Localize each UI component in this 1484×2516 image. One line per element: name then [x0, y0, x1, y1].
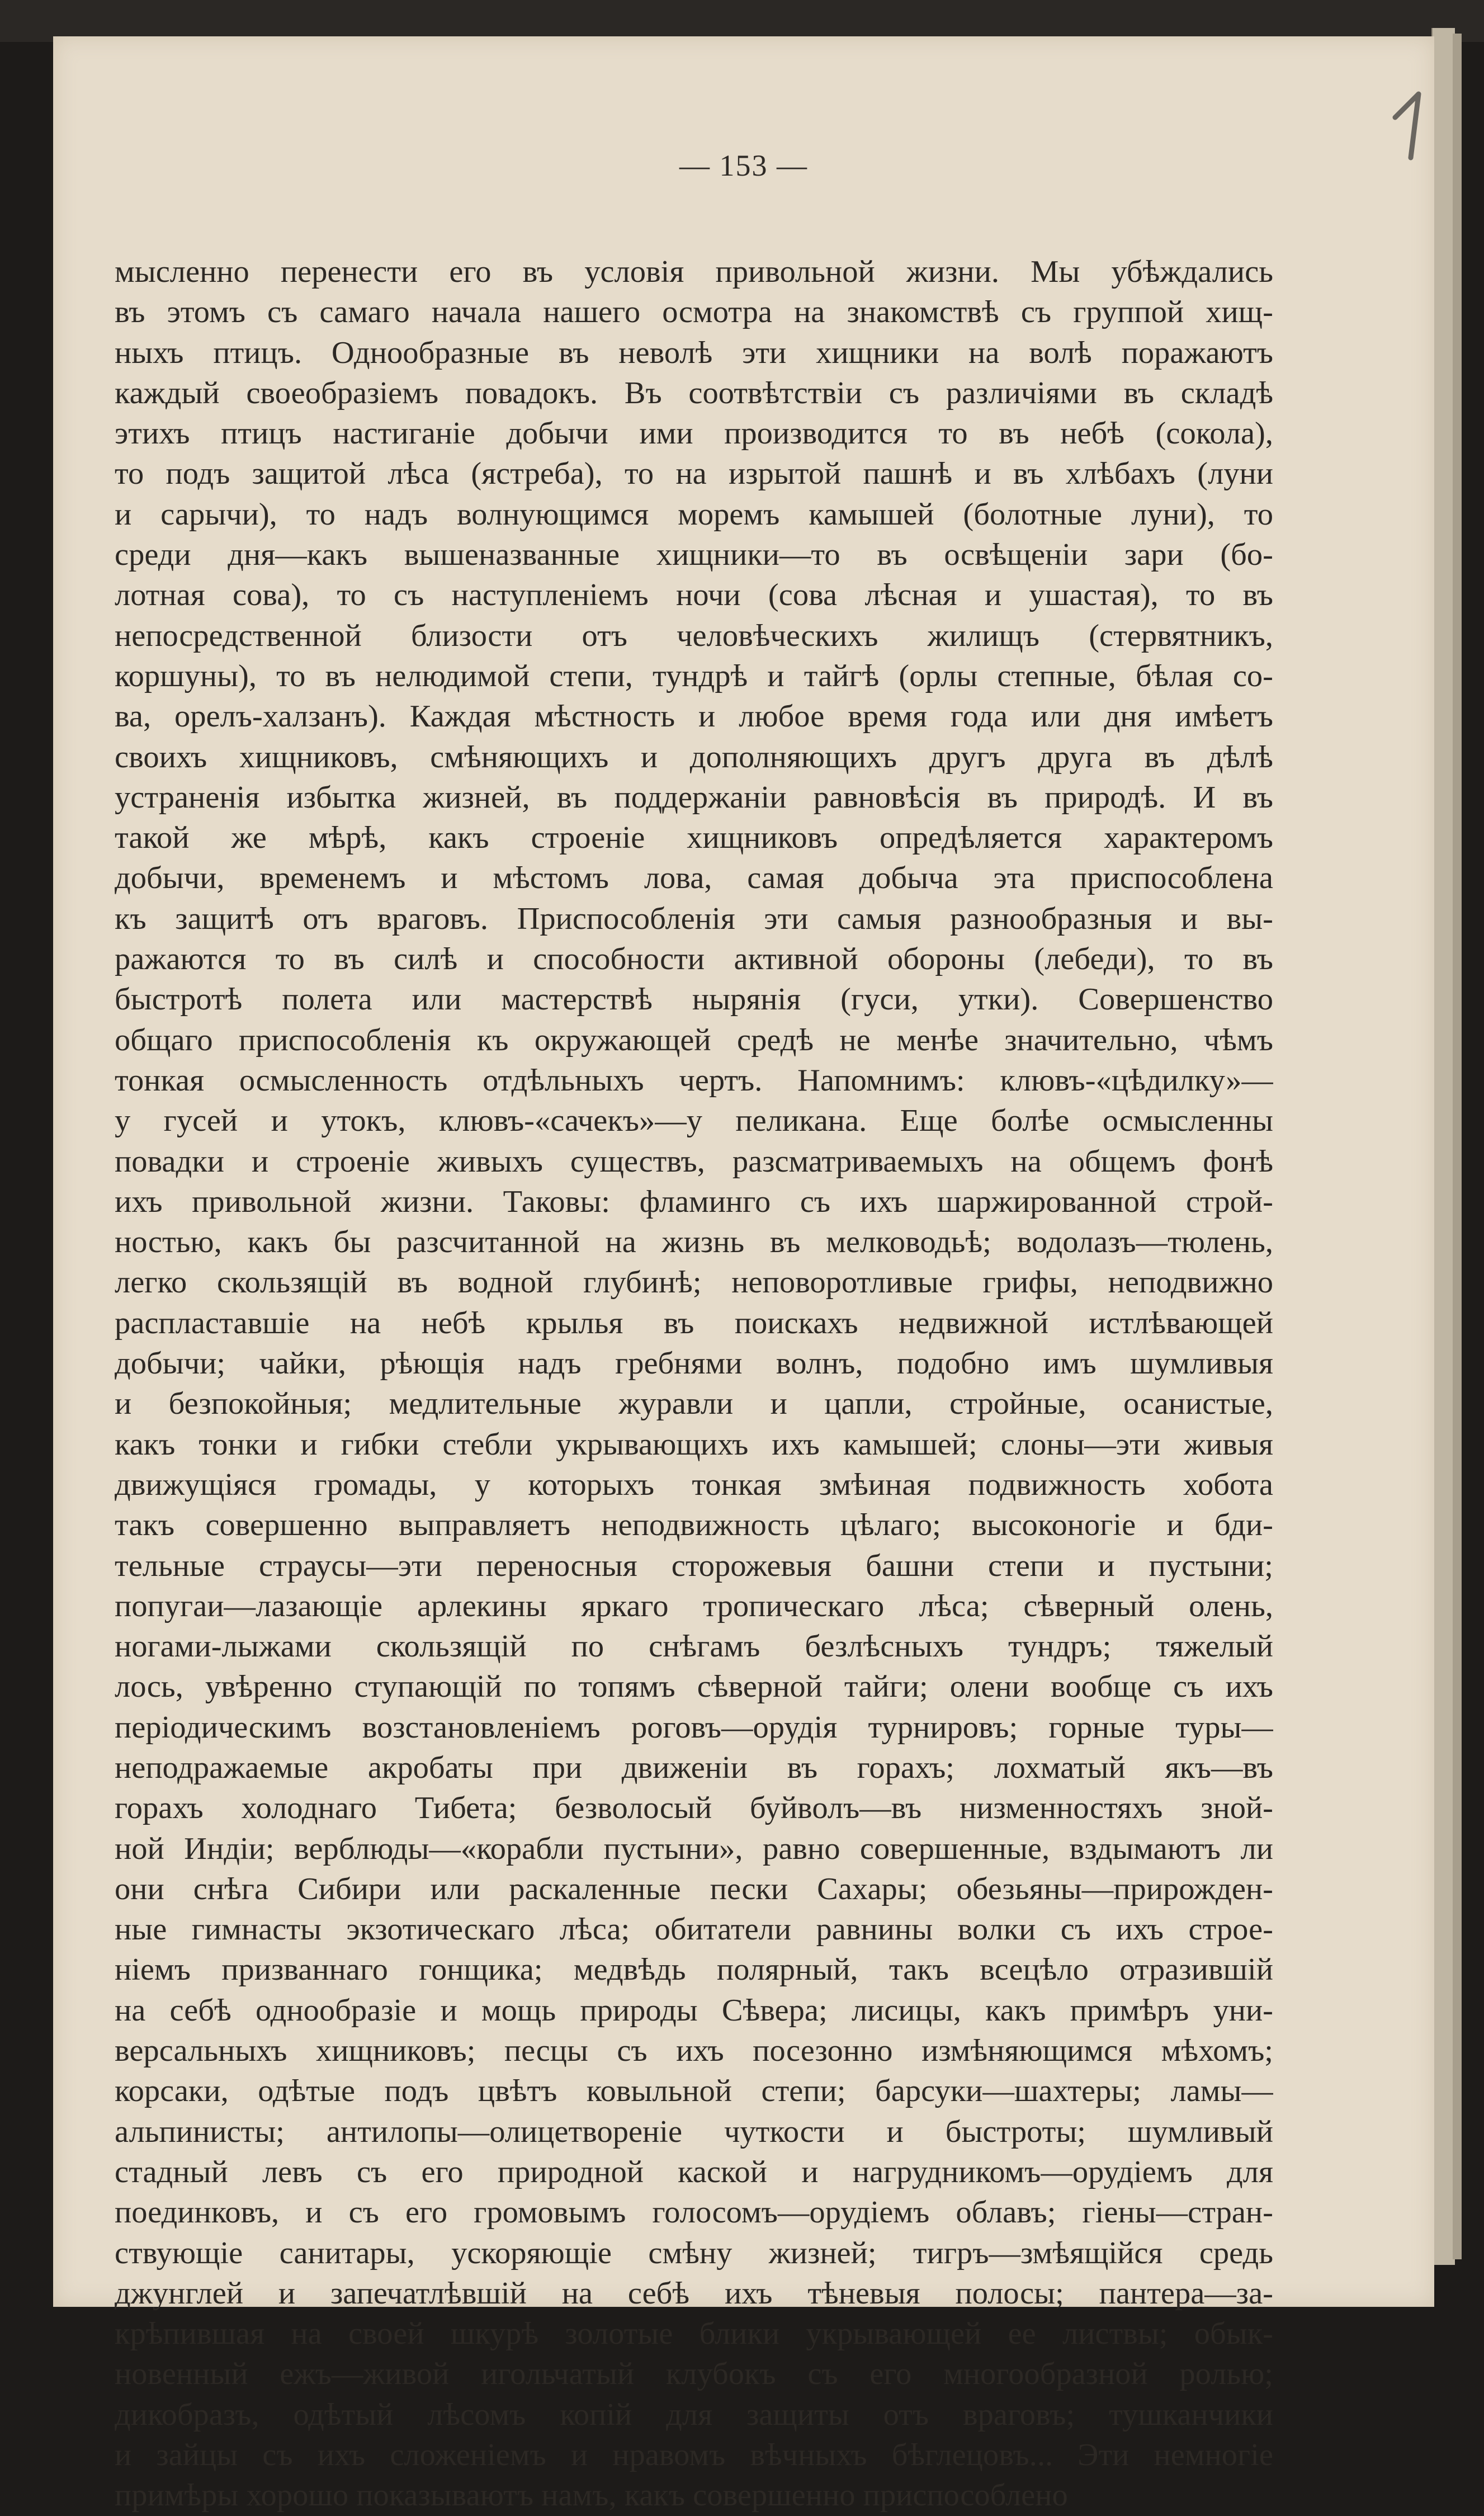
text-line: такъ совершенно выправляетъ неподвижность цѣлаго; высоконогіе и бди-	[115, 1508, 1273, 1543]
text-line: на себѣ однообразіе и мощь природы Сѣвера; лисицы, какъ примѣръ уни-	[115, 1993, 1273, 2028]
text-line: общаго приспособленія къ окружающей средѣ не менѣе значительно, чѣмъ	[115, 1022, 1273, 1058]
text-line: ныхъ птицъ. Однообразные въ неволѣ эти хищники на волѣ поражаютъ	[115, 335, 1273, 370]
text-line: мысленно перенести его въ условія привольной жизни. Мы убѣждались	[115, 254, 1273, 289]
text-line: въ этомъ съ самаго начала нашего осмотра на знакомствѣ съ группой хищ-	[115, 295, 1273, 330]
text-line: быстротѣ полета или мастерствѣ нырянія (гуси, утки). Совершенство	[115, 982, 1273, 1017]
text-line: ногами-лыжами скользящій по снѣгамъ безлѣсныхъ тундръ; тяжелый	[115, 1629, 1273, 1664]
text-line: версальныхъ хищниковъ; песцы съ ихъ посезонно измѣняющимся мѣхомъ;	[115, 2033, 1273, 2069]
text-line: лотная сова), то съ наступленіемъ ночи (сова лѣсная и ушастая), то въ	[115, 578, 1273, 613]
scan-background	[0, 0, 1484, 42]
text-line: распластавшіе на небѣ крылья въ поискахъ недвижной истлѣвающей	[115, 1305, 1273, 1340]
document-page	[53, 36, 1434, 2513]
text-line: ніемъ призваннаго гонщика; медвѣдь полярный, такъ всецѣло отразившій	[115, 1952, 1273, 1988]
text-line: добычи; чайки, рѣющія надъ гребнями волнъ, подобно имъ шумливыя	[115, 1346, 1273, 1381]
text-line: устраненія избытка жизней, въ поддержаніи равновѣсія въ природѣ. И въ	[115, 780, 1273, 815]
text-line: попугаи—лазающіе арлекины яркаго тропическаго лѣса; сѣверный олень,	[115, 1588, 1273, 1623]
text-line: стадный левъ съ его природной каской и нагрудникомъ—орудіемъ для	[115, 2154, 1273, 2189]
text-line: лось, увѣренно ступающій по топямъ сѣверной тайги; олени вообще съ ихъ	[115, 1669, 1273, 1705]
page-number: — 153 —	[679, 149, 808, 182]
text-line: повадки и строеніе живыхъ существъ, разсматриваемыхъ на общемъ фонѣ	[115, 1144, 1273, 1179]
text-line: какъ тонки и гибки стебли укрывающихъ ихъ камышей; слоны—эти живыя	[115, 1427, 1273, 1462]
text-line: ной Индіи; верблюды—«корабли пустыни», равно совершенные, вздымаютъ ли	[115, 1831, 1273, 1866]
text-line: добычи, временемъ и мѣстомъ лова, самая добыча эта приспособлена	[115, 861, 1273, 896]
text-line: у гусей и утокъ, клювъ-«сачекъ»—у пеликана. Еще болѣе осмысленны	[115, 1103, 1273, 1139]
text-line: и сарычи), то надъ волнующимся моремъ камышей (болотные луни), то	[115, 497, 1273, 532]
handwritten-folio-mark	[1384, 84, 1440, 168]
text-line: ражаются то въ силѣ и способности активной обороны (лебеди), то въ	[115, 942, 1273, 977]
text-line: ствующіе санитары, ускоряющіе смѣну жизней; тигръ—змѣящійся средь	[115, 2235, 1273, 2270]
text-line: то подъ защитой лѣса (ястреба), то на изрытой пашнѣ и въ хлѣбахъ (луни	[115, 456, 1273, 492]
text-line: періодическимъ возстановленіемъ роговъ—орудія турнировъ; горные туры—	[115, 1710, 1273, 1745]
text-line: легко скользящій въ водной глубинѣ; неповоротливые грифы, неподвижно	[115, 1265, 1273, 1300]
text-line: крѣпившая на своей шкурѣ золотые блики укрывающей ее листвы; обык-	[115, 2316, 1273, 2352]
text-line: корсаки, одѣтые подъ цвѣтъ ковыльной степи; барсуки—шахтеры; ламы—	[115, 2074, 1273, 2109]
text-line: горахъ холоднаго Тибета; безволосый буйволъ—въ низменностяхъ зной-	[115, 1791, 1273, 1826]
text-line: этихъ птицъ настиганіе добычи ими производится то въ небѣ (сокола),	[115, 416, 1273, 451]
underlying-page-edge-2	[1453, 34, 1462, 2259]
text-line: своихъ хищниковъ, смѣняющихъ и дополняющихъ другъ друга въ дѣлѣ	[115, 739, 1273, 775]
text-line: и безпокойныя; медлительные журавли и цапли, стройные, осанистые,	[115, 1386, 1273, 1422]
text-line: среди дня—какъ вышеназванные хищники—то въ освѣщеніи зари (бо-	[115, 537, 1273, 573]
text-line: каждый своеобразіемъ повадокъ. Въ соотвѣтствіи съ различіями въ складѣ	[115, 375, 1273, 410]
text-line: движущіяся громады, у которыхъ тонкая змѣиная подвижность хобота	[115, 1467, 1273, 1502]
text-line: ные гимнасты экзотическаго лѣса; обитатели равнины волки съ ихъ строе-	[115, 1912, 1273, 1947]
text-line: новенный ежъ—живой игольчатый клубокъ съ его многообразной ролью;	[115, 2357, 1273, 2392]
text-line: джунглей и запечатлѣвшій на себѣ ихъ тѣневыя полосы; пантера—за-	[115, 2276, 1273, 2311]
text-line: неподражаемые акробаты при движеніи въ горахъ; лохматый якъ—въ	[115, 1750, 1273, 1785]
text-line: тельные страусы—эти переносныя сторожевыя башни степи и пустыни;	[115, 1548, 1273, 1583]
underlying-page-edge	[1431, 28, 1455, 2265]
text-line: ностью, какъ бы разсчитанной на жизнь въ мелководьѣ; водолазъ—тюлень,	[115, 1225, 1273, 1260]
text-line: непосредственной близости отъ человѣческихъ жилищъ (стервятникъ,	[115, 618, 1273, 653]
text-line: ихъ привольной жизни. Таковы: фламинго съ ихъ шаржированной строй-	[115, 1184, 1273, 1219]
body-text	[115, 252, 1273, 2516]
text-line: коршуны), то въ нелюдимой степи, тундрѣ и тайгѣ (орлы степные, бѣлая со-	[115, 658, 1273, 693]
text-line: поединковъ, и съ его громовымъ голосомъ—орудіемъ облавъ; гіены—стран-	[115, 2195, 1273, 2230]
text-line: дикобразъ, одѣтый лѣсомъ копій для защиты отъ враговъ; тушканчики	[115, 2397, 1273, 2432]
text-line: тонкая осмысленность отдѣльныхъ чертъ. Напомнимъ: клювъ-«цѣдилку»—	[115, 1063, 1273, 1098]
text-line: и зайцы съ ихъ сложеніемъ и нравомъ вѣчныхъ бѣглецовъ... Эти немногіе	[115, 2438, 1273, 2473]
text-line: ва, орелъ-халзанъ). Каждая мѣстность и любое время года или дня имѣетъ	[115, 699, 1273, 734]
text-line: альпинисты; антилопы—олицетвореніе чуткости и быстроты; шумливый	[115, 2114, 1273, 2149]
text-line: такой же мѣрѣ, какъ строеніе хищниковъ опредѣляется характеромъ	[115, 820, 1273, 856]
text-line: примѣры хорошо показываютъ намъ, какъ совершенно приспособлено	[115, 2478, 1068, 2513]
text-line: къ защитѣ отъ враговъ. Приспособленія эти самыя разнообразныя и вы-	[115, 901, 1273, 936]
text-line: они снѣга Сибири или раскаленные пески Сахары; обезьяны—прирожден-	[115, 1871, 1273, 1906]
